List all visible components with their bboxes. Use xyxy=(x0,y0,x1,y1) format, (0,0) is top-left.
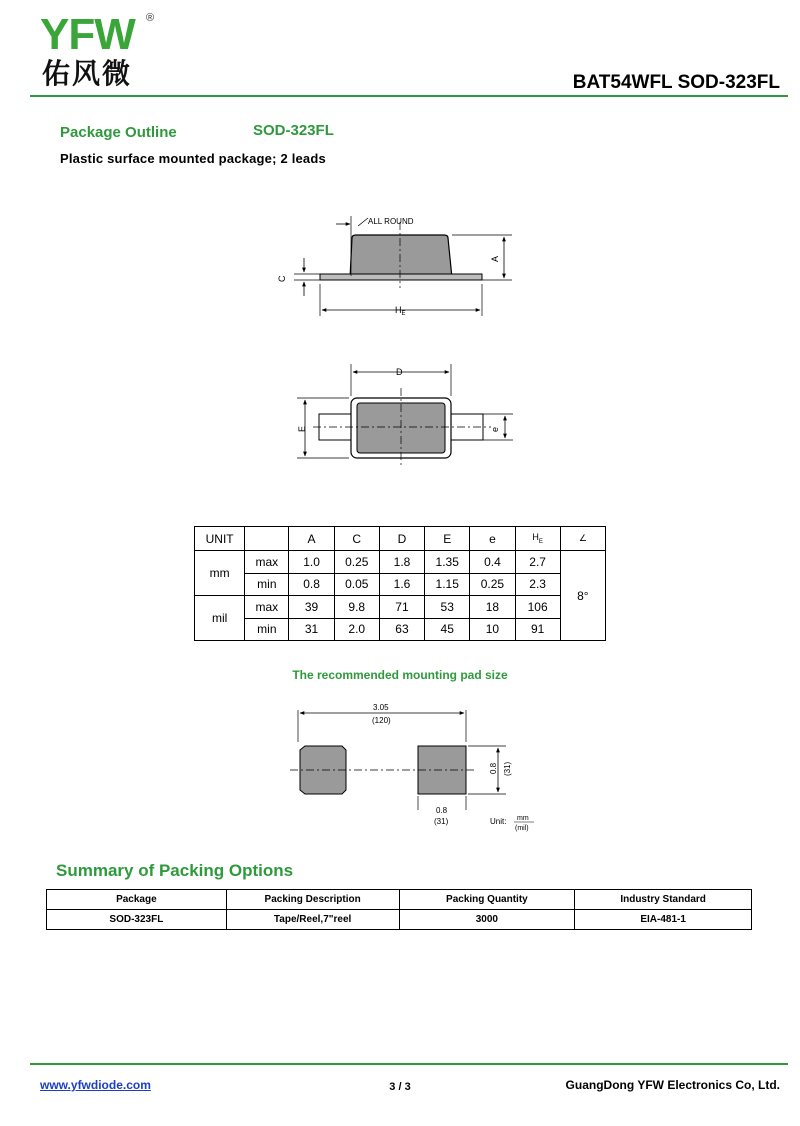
header-cell-a: A xyxy=(289,527,334,551)
table-row xyxy=(195,573,606,596)
value-cell: 0.05 xyxy=(334,573,379,596)
table-row xyxy=(195,618,606,641)
mounting-pad-drawing xyxy=(280,700,550,835)
packing-cell-standard: EIA-481-1 xyxy=(575,910,752,930)
value-cell: 106 xyxy=(515,596,560,619)
dimension-table-header xyxy=(195,527,606,551)
header-cell-angle: ∠ xyxy=(560,527,605,551)
registered-mark: ® xyxy=(146,12,155,24)
footer-divider xyxy=(30,1063,788,1065)
unit-cell-mil: mil xyxy=(195,596,245,641)
table-row xyxy=(195,551,606,574)
packing-cell-quantity: 3000 xyxy=(399,910,575,930)
value-cell: 2.3 xyxy=(515,573,560,596)
value-cell: 39 xyxy=(289,596,334,619)
value-cell: 1.6 xyxy=(379,573,424,596)
pad-width-mm: 3.05 xyxy=(373,703,389,712)
header-cell-e-lower: e xyxy=(470,527,515,551)
logo-text: YFW xyxy=(40,10,135,59)
pad-w-mm: 0.8 xyxy=(436,806,448,815)
mounting-pad-title: The recommended mounting pad size xyxy=(292,668,508,682)
pad-w-mil: (31) xyxy=(434,817,449,826)
dim-e-lower-label: e xyxy=(490,426,500,432)
dim-a-label: A xyxy=(490,255,500,262)
packing-header-quantity: Packing Quantity xyxy=(399,890,575,910)
value-cell: 0.4 xyxy=(470,551,515,574)
dim-d-label: D xyxy=(396,367,403,377)
value-cell: 45 xyxy=(425,618,470,641)
dim-c-label: C xyxy=(277,275,287,282)
company-name: GuangDong YFW Electronics Co, Ltd. xyxy=(565,1078,780,1092)
packing-table-header xyxy=(47,890,752,910)
value-cell: 1.35 xyxy=(425,551,470,574)
package-body-side xyxy=(320,222,482,288)
header-he-subscript: E xyxy=(538,538,543,545)
header-cell-he xyxy=(515,527,560,551)
value-cell: 0.25 xyxy=(470,573,515,596)
pad-width-dimension xyxy=(418,796,466,826)
header-cell-limit xyxy=(245,527,289,551)
value-cell: 91 xyxy=(515,618,560,641)
value-cell: 2.7 xyxy=(515,551,560,574)
package-body-top xyxy=(313,388,491,466)
package-name-label: SOD-323FL xyxy=(253,122,334,139)
header-cell-unit: UNIT xyxy=(195,527,245,551)
pad-height-mm: 0.8 xyxy=(489,762,498,774)
package-outline-title: Package Outline xyxy=(60,124,177,141)
header-cell-d: D xyxy=(379,527,424,551)
pad-height-dimension xyxy=(468,746,512,794)
dim-he-label: H xyxy=(395,305,402,315)
limit-cell: max xyxy=(245,551,289,574)
value-cell: 2.0 xyxy=(334,618,379,641)
value-cell: 10 xyxy=(470,618,515,641)
header-he-label: H xyxy=(532,532,539,543)
value-cell: 31 xyxy=(289,618,334,641)
packing-header-package: Package xyxy=(47,890,227,910)
limit-cell: min xyxy=(245,573,289,596)
dimension-he xyxy=(320,284,482,317)
package-subtitle: Plastic surface mounted package; 2 leads xyxy=(60,151,326,166)
document-title: BAT54WFL SOD-323FL xyxy=(572,72,780,93)
value-cell: 1.8 xyxy=(379,551,424,574)
dim-e-upper-label: E xyxy=(297,425,307,432)
dimension-c xyxy=(277,258,320,296)
packing-summary-title: Summary of Packing Options xyxy=(56,861,294,880)
value-cell: 1.15 xyxy=(425,573,470,596)
packing-header-description: Packing Description xyxy=(226,890,399,910)
value-cell: 9.8 xyxy=(334,596,379,619)
angle-value-cell: 8° xyxy=(560,551,605,641)
header-cell-e-upper: E xyxy=(425,527,470,551)
value-cell: 1.0 xyxy=(289,551,334,574)
value-cell: 71 xyxy=(379,596,424,619)
packing-table xyxy=(46,889,752,930)
value-cell: 53 xyxy=(425,596,470,619)
unit-cell-mm: mm xyxy=(195,551,245,596)
table-row xyxy=(47,910,752,930)
value-cell: 0.25 xyxy=(334,551,379,574)
packing-header-standard: Industry Standard xyxy=(575,890,752,910)
top-view-drawing xyxy=(285,360,525,470)
unit-mm: mm xyxy=(517,815,529,822)
table-row xyxy=(195,596,606,619)
value-cell: 18 xyxy=(470,596,515,619)
header-cell-c: C xyxy=(334,527,379,551)
page-number: 3 / 3 xyxy=(389,1081,411,1093)
unit-mil: (mil) xyxy=(515,825,529,832)
logo-chinese-name: 佑风微 xyxy=(42,57,133,90)
dim-he-subscript: E xyxy=(401,311,406,317)
website-link[interactable]: www.yfwdiode.com xyxy=(40,1078,151,1092)
pad-width-mil: (120) xyxy=(372,716,391,725)
dimension-e-lower xyxy=(483,414,513,440)
packing-cell-package: SOD-323FL xyxy=(47,910,227,930)
value-cell: 63 xyxy=(379,618,424,641)
company-logo xyxy=(40,12,170,92)
all-round-label: ALL ROUND xyxy=(368,217,414,226)
svg-text:HE xyxy=(395,305,406,317)
packing-cell-description: Tape/Reel,7"reel xyxy=(226,910,399,930)
dimension-table xyxy=(194,526,606,641)
mounting-pads xyxy=(290,746,476,794)
unit-label: Unit: xyxy=(490,817,507,826)
dimension-a xyxy=(452,235,512,280)
unit-legend xyxy=(490,815,534,832)
side-view-drawing xyxy=(270,210,520,325)
limit-cell: max xyxy=(245,596,289,619)
limit-cell: min xyxy=(245,618,289,641)
header-divider xyxy=(30,95,788,97)
value-cell: 0.8 xyxy=(289,573,334,596)
pad-height-mil: (31) xyxy=(503,761,512,776)
pad-overall-width xyxy=(298,703,466,742)
